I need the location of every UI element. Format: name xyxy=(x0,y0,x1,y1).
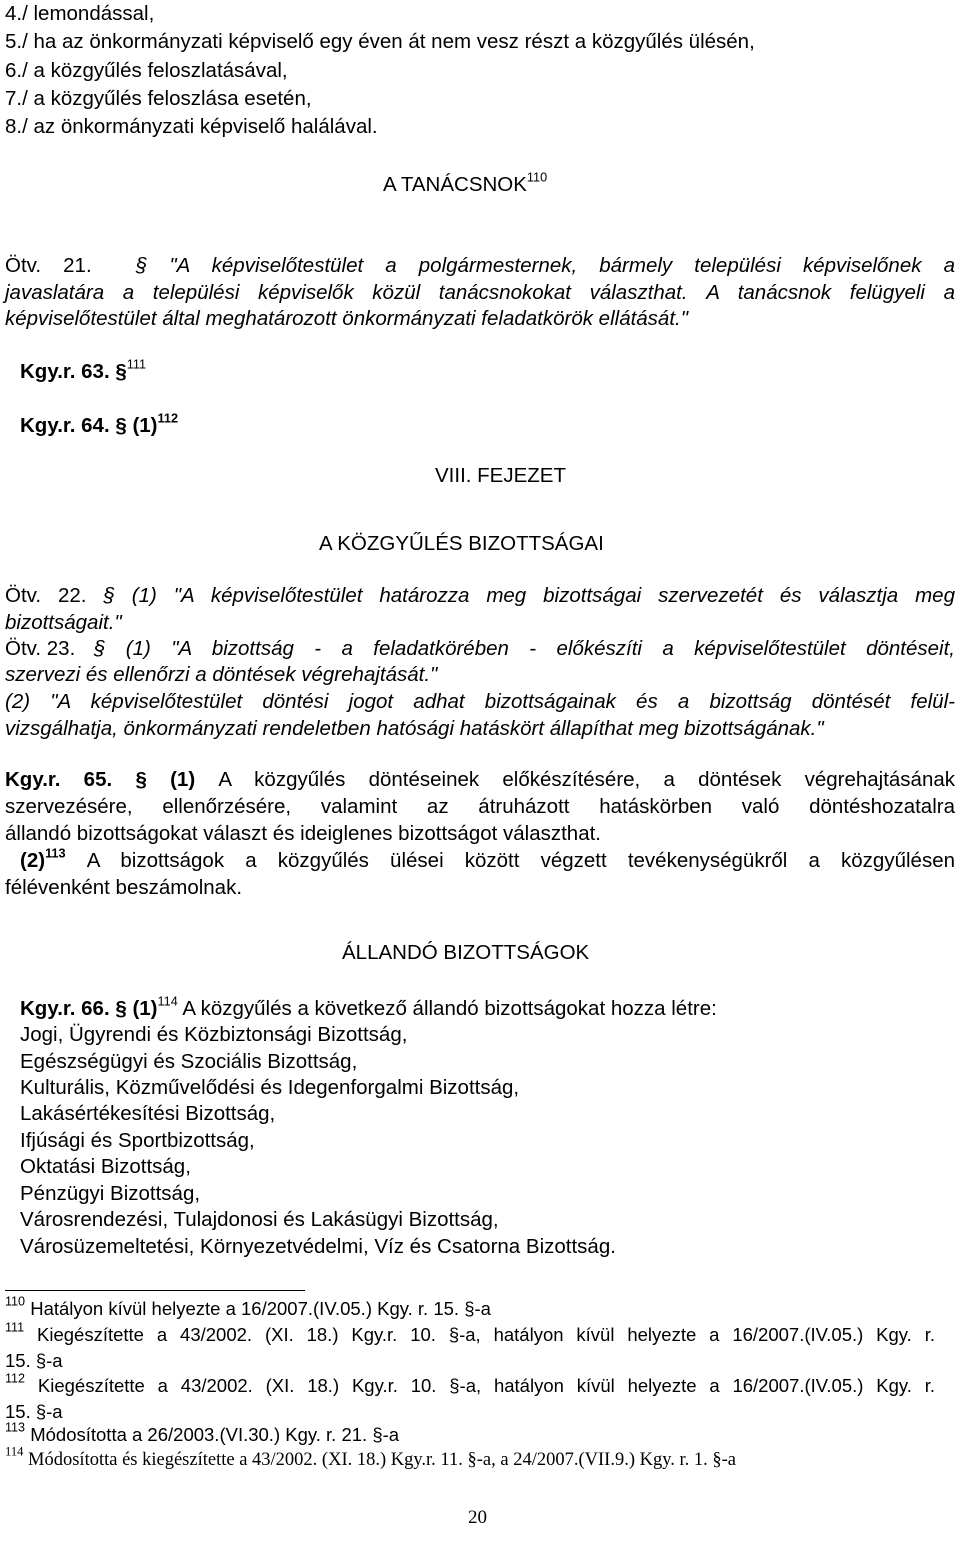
footnote-112: $^{112}$ Kiegészítette a 43/2002. (XI. 18.) Kgy.r. 10. §-a, hatályon kívül helyezte a 16/2007.(IV.05.) Kgy. r. xyxy=(5,1371,935,1396)
otv22-line2: bizottságait." xyxy=(5,611,122,634)
kgyr64-reference: Kgy.r. 64. § $(1)^{112}$ xyxy=(20,410,179,437)
section-heading-tanacsnok: A TANÁCSNOK$^{110}$ xyxy=(383,169,548,196)
page-number: 20 xyxy=(468,1507,487,1528)
committee-item: Kulturális, Közművelődési és Idegenforgalmi Bizottság, xyxy=(20,1076,520,1099)
committee-item: Városrendezési, Tulajdonosi és Lakásügyi Bizottság, xyxy=(20,1208,499,1231)
footnote-111-cont: 15. §-a xyxy=(5,1350,63,1371)
list-item: 7./ a közgyűlés feloszlása esetén, xyxy=(5,87,312,110)
otv21-line1: Ötv. 21. § "A képviselőtestület a polgármesternek, bármely települési képviselőnek a xyxy=(5,254,955,277)
footnote-114: $^{114}$ Módosította és kiegészítette a 43/2002. (XI. 18.) Kgy.r. 11. §-a, a 24/2007.(VII.9.) Kgy. r. 1. §-a xyxy=(5,1444,737,1470)
chapter-title: A KÖZGYŰLÉS BIZOTTSÁGAI xyxy=(319,532,604,555)
otv23-prefix: Ötv. 23. xyxy=(5,637,76,660)
committee-item: Ifjúsági és Sportbizottság, xyxy=(20,1129,255,1152)
committee-item: Városüzemeltetési, Környezetvédelmi, Víz és Csatorna Bizottság. xyxy=(20,1235,616,1258)
footnote-112-cont: 15. §-a xyxy=(5,1401,63,1422)
footnote-113: $^{113}$ Módosította a 26/2003.(VI.30.) Kgy. r. 21. §-a xyxy=(5,1420,400,1445)
otv21-line2: javaslatára a települési képviselők közül tanácsnokokat választhat. A tanácsnok felügyeli a xyxy=(5,281,955,304)
kgyr65-line3: állandó bizottságokat választ és ideiglenes bizottságot választhat. xyxy=(5,822,602,845)
otv23-para2-line1: (2) "A képviselőtestület döntési jogot adhat bizottságainak és a bizottság döntését felül- xyxy=(5,690,955,713)
section-heading-allando: ÁLLANDÓ BIZOTTSÁGOK xyxy=(342,941,590,964)
list-item: 8./ az önkormányzati képviselő halálával. xyxy=(5,115,378,138)
kgyr65-line1: Kgy.r. 65. § (1) A közgyűlés döntéseinek előkészítésére, a döntések végrehajtásának xyxy=(5,768,956,791)
footnote-110: $^{110}$ Hatályon kívül helyezte a 16/2007.(IV.05.) Kgy. r. 15. §-a xyxy=(5,1294,491,1319)
committee-item: Lakásértékesítési Bizottság, xyxy=(20,1102,276,1125)
otv23-para2-line2: vizsgálhatja, önkormányzati rendeletben hatósági hatáskört állapíthat meg bizottságának." xyxy=(5,717,824,740)
otv22-line1: Ötv. 22. § (1) "A képviselőtestület határozza meg bizottságai szervezetét és választja meg xyxy=(5,584,955,607)
list-item: 5./ ha az önkormányzati képviselő egy éven át nem vesz részt a közgyűlés ülésén, xyxy=(5,30,755,53)
footnote-111: $^{111}$ Kiegészítette a 43/2002. (XI. 18.) Kgy.r. 10. §-a, hatályon kívül helyezte a 16/2007.(IV.05.) Kgy. r. xyxy=(5,1320,935,1345)
kgyr65-line4: $(2)^{113}$ A bizottságok a közgyűlés ülései között végzett tevékenységükről a közgyűlésen xyxy=(20,845,955,872)
kgyr63-reference: Kgy.r. 63. §$^{111}$ xyxy=(20,356,147,383)
chapter-number: VIII. FEJEZET xyxy=(435,464,566,487)
otv23-line2: szervezi és ellenőrzi a döntések végrehajtását." xyxy=(5,663,438,686)
committee-item: Oktatási Bizottság, xyxy=(20,1155,191,1178)
footnote-separator xyxy=(5,1290,305,1291)
kgyr65-line2: szervezésére, ellenőrzésére, valamint az átruházott hatáskörben való döntéshozatalra xyxy=(5,795,955,818)
otv23-line1: § (1) "A bizottság - a feladatkörében - előkészíti a képviselőtestület döntéseit, xyxy=(94,637,955,660)
kgyr65-line5: félévenként beszámolnak. xyxy=(5,876,243,899)
list-item: 6./ a közgyűlés feloszlatásával, xyxy=(5,59,288,82)
otv21-line3: képviselőtestület által meghatározott önkormányzati feladatkörök ellátását." xyxy=(5,307,689,330)
list-item: 4./ lemondással, xyxy=(5,2,155,25)
committee-item: Pénzügyi Bizottság, xyxy=(20,1182,201,1205)
committee-item: Jogi, Ügyrendi és Közbiztonsági Bizottság, xyxy=(20,1023,408,1046)
kgyr66-intro: Kgy.r. 66. § $(1)^{114}$ A közgyűlés a következő állandó bizottságokat hozza létre: xyxy=(20,993,717,1020)
footnote-ref: 110 xyxy=(526,169,548,185)
committee-item: Egészségügyi és Szociális Bizottság, xyxy=(20,1050,358,1073)
